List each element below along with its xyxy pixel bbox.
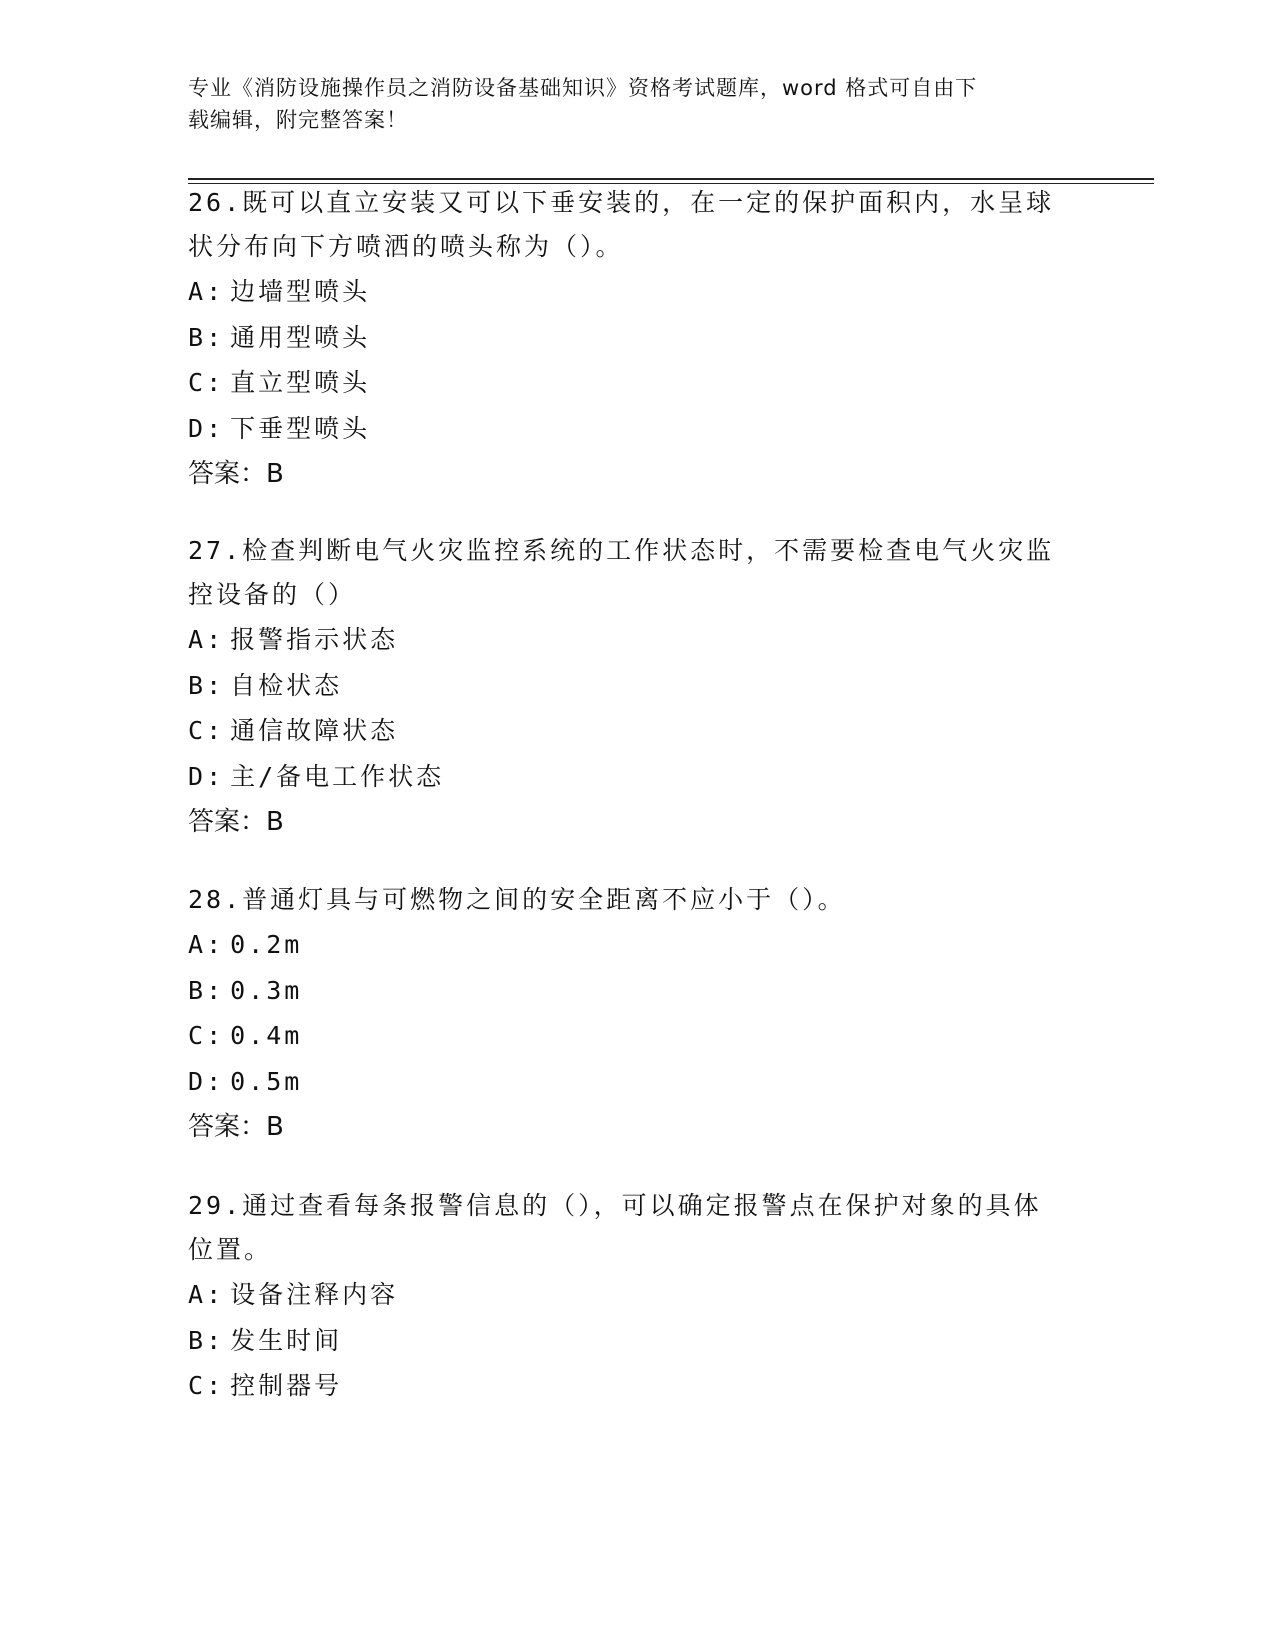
option-text: 通信故障状态	[230, 716, 399, 745]
option-d	[188, 406, 1088, 452]
option-letter: B	[188, 1325, 207, 1355]
option-b	[188, 968, 1088, 1014]
answer-line: 答案：B	[188, 459, 284, 489]
option-letter: C	[188, 368, 207, 397]
option-text: 设备注释内容	[230, 1280, 399, 1309]
document-header	[188, 72, 1068, 136]
option-d	[188, 1059, 1088, 1105]
option-letter: A	[188, 625, 207, 654]
answer-line: 答案：B	[188, 807, 284, 837]
option-separator: :	[206, 761, 225, 791]
option-separator: :	[206, 1021, 225, 1050]
option-letter: D	[188, 761, 207, 791]
option-letter: A	[188, 930, 207, 959]
option-text: 发生时间	[230, 1325, 343, 1355]
option-b	[188, 315, 1088, 361]
option-separator: :	[206, 930, 225, 959]
option-text: 0.3m	[230, 975, 303, 1005]
option-letter: A	[188, 277, 207, 306]
option-letter: B	[188, 975, 207, 1005]
question-stem-line: 位置。	[188, 1235, 273, 1264]
option-text: 自检状态	[230, 670, 343, 700]
option-letter: D	[188, 1066, 207, 1096]
option-a	[188, 1272, 1088, 1318]
option-c	[188, 360, 1088, 406]
question-27	[188, 529, 1088, 845]
option-separator: :	[206, 716, 225, 745]
option-text: 0.4m	[230, 1021, 303, 1050]
option-letter: C	[188, 716, 207, 745]
header-line-2: 载编辑，附完整答案！	[188, 108, 408, 132]
question-28	[188, 878, 1088, 1150]
option-letter: C	[188, 1371, 207, 1400]
option-letter: B	[188, 322, 207, 352]
option-a	[188, 922, 1088, 968]
option-text: 通用型喷头	[230, 322, 371, 352]
question-stem-line: 26.既可以直立安装又可以下垂安装的，在一定的保护面积内，水呈球	[188, 188, 1055, 217]
header-divider-thick	[188, 178, 1154, 180]
option-text: 直立型喷头	[230, 368, 371, 397]
option-letter: A	[188, 1280, 207, 1309]
option-c	[188, 1013, 1088, 1059]
option-b	[188, 663, 1088, 709]
option-separator: :	[206, 413, 225, 443]
option-text: 0.2m	[230, 930, 303, 959]
option-letter: B	[188, 670, 207, 700]
option-text: 控制器号	[230, 1371, 343, 1400]
option-d	[188, 754, 1088, 800]
question-stem-line: 状分布向下方喷洒的喷头称为（）。	[188, 232, 624, 261]
option-text: 主/备电工作状态	[230, 761, 445, 791]
question-stem-line: 控设备的（）	[188, 580, 357, 609]
question-stem-line: 29.通过查看每条报警信息的（），可以确定报警点在保护对象的具体	[188, 1191, 1042, 1220]
option-letter: D	[188, 413, 207, 443]
question-26	[188, 181, 1088, 497]
option-separator: :	[206, 322, 225, 352]
question-stem-line: 28.普通灯具与可燃物之间的安全距离不应小于（）。	[188, 885, 846, 914]
question-29	[188, 1184, 1088, 1409]
option-separator: :	[206, 1280, 225, 1309]
option-letter: C	[188, 1021, 207, 1050]
option-c	[188, 708, 1088, 754]
option-text: 报警指示状态	[230, 625, 399, 654]
question-stem-line: 27.检查判断电气火灾监控系统的工作状态时，不需要检查电气火灾监	[188, 536, 1055, 565]
option-separator: :	[206, 277, 225, 306]
option-separator: :	[206, 625, 225, 654]
option-separator: :	[206, 670, 225, 700]
option-separator: :	[206, 1371, 225, 1400]
option-separator: :	[206, 368, 225, 397]
option-a	[188, 617, 1088, 663]
option-text: 边墙型喷头	[230, 277, 371, 306]
answer-line: 答案：B	[188, 1112, 284, 1142]
header-line-1: 专业《消防设施操作员之消防设备基础知识》资格考试题库，word 格式可自由下	[188, 76, 978, 100]
option-a	[188, 269, 1088, 315]
option-text: 下垂型喷头	[230, 413, 371, 443]
option-b	[188, 1318, 1088, 1364]
option-text: 0.5m	[230, 1066, 303, 1096]
option-c	[188, 1363, 1088, 1409]
option-separator: :	[206, 1066, 225, 1096]
option-separator: :	[206, 975, 225, 1005]
option-separator: :	[206, 1325, 225, 1355]
